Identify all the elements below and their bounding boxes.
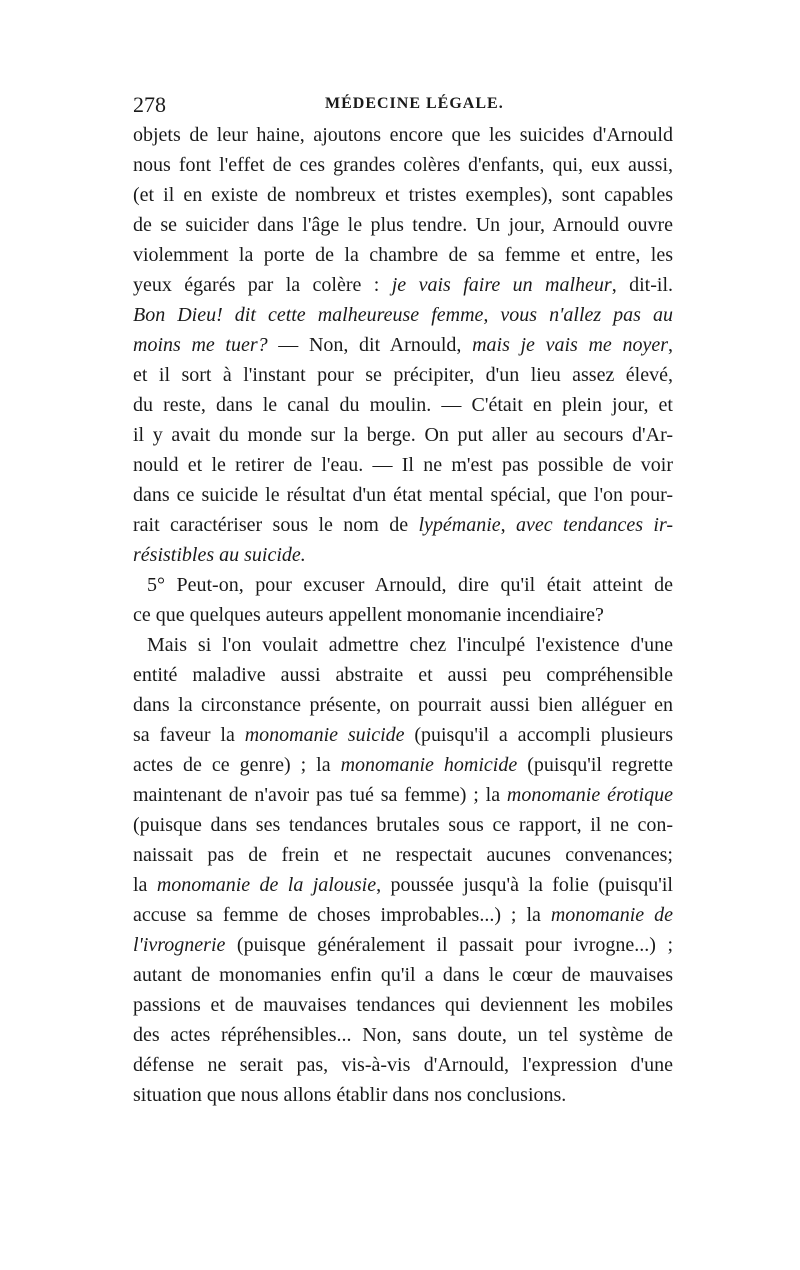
text-segment: passions et de mauvaises tendances qui deviennent les mobiles [133,994,673,1016]
text-line [133,420,673,450]
text-line [133,780,673,810]
text-line [133,480,673,510]
text-segment: accuse sa femme de choses improbables...) ; la [133,904,551,926]
text-segment: Bon Dieu! dit cette malheureuse femme, vous n'allez pas au [133,304,673,326]
text-line [133,570,673,600]
text-line [133,360,673,390]
text-segment: actes de ce genre) ; la [133,754,341,776]
text-segment: rait caractériser sous le nom de [133,514,419,536]
text-segment: maintenant de n'avoir pas tué sa femme) ; la [133,784,507,806]
text-segment: monomanie homicide [340,754,518,776]
text-line [133,240,673,270]
text-line [133,930,673,960]
text-segment: la [133,874,157,896]
text-segment: mais je vais me noyer [472,334,668,356]
text-line [133,330,673,360]
text-line [133,1080,673,1110]
text-segment: dans la circonstance présente, on pourrait aussi bien alléguer en [133,694,673,716]
text-line [133,210,673,240]
text-segment: monomanie de [550,904,673,926]
text-line [133,390,673,420]
text-line [133,810,673,840]
text-segment: il y avait du monde sur la berge. On put aller au secours d'Ar- [133,424,673,446]
text-line [133,180,673,210]
text-segment: sa faveur la [133,724,245,746]
text-segment: résistibles au suicide. [133,544,306,566]
text-segment: , poussée jusqu'à la folie (puisqu'il [376,874,673,896]
text-line [133,600,673,630]
text-segment: Mais si l'on voulait admettre chez l'inculpé l'existence d'une [147,634,673,656]
text-segment: des actes répréhensibles... Non, sans doute, un tel système de [133,1024,673,1046]
text-segment: et il sort à l'instant pour se précipiter, d'un lieu assez élevé, [133,364,673,386]
text-segment: 5° Peut-on, pour excuser Arnould, dire qu'il était atteint de [147,574,673,596]
running-title: MÉDECINE LÉGALE. [325,95,504,112]
text-line [133,660,673,690]
text-segment: défense ne serait pas, vis-à-vis d'Arnould, l'expression d'une [133,1054,673,1076]
text-segment: (puisqu'il regrette [517,754,673,776]
text-segment: — Non, dit Arnould, [267,334,473,356]
text-segment: (puisque dans ses tendances brutales sous ce rapport, il ne con- [133,814,673,836]
text-segment: entité maladive aussi abstraite et aussi peu compréhensible [133,664,673,686]
text-segment: du reste, dans le canal du moulin. — C'était en plein jour, et [133,394,673,416]
text-line [133,690,673,720]
text-segment: nous font l'effet de ces grandes colères d'enfants, qui, eux aussi, [133,154,673,176]
text-segment: avec tendances ir- [516,514,673,536]
text-segment: (puisqu'il a accompli plusieurs [404,724,673,746]
text-line [133,120,673,150]
text-line [133,900,673,930]
body-text [133,120,673,1110]
text-line [133,870,673,900]
text-line [133,720,673,750]
text-line [133,960,673,990]
text-segment: dans ce suicide le résultat d'un état mental spécial, que l'on pour- [133,484,673,506]
text-segment: objets de leur haine, ajoutons encore que les suicides d'Arnould [133,124,673,146]
text-segment: (et il en existe de nombreux et tristes exemples), sont capables [133,184,673,206]
text-line [133,630,673,660]
text-segment: violemment la porte de la chambre de sa femme et entre, les [133,244,673,266]
text-line [133,150,673,180]
text-line [133,990,673,1020]
text-segment: , [668,334,673,356]
text-line [133,450,673,480]
text-segment: lypémanie [418,514,501,536]
text-segment: je vais faire un malheur [391,274,612,296]
text-segment: monomanie suicide [244,724,405,746]
text-segment: naissait pas de frein et ne respectait aucunes convenances; [133,844,673,866]
text-segment: monomanie érotique [506,784,673,806]
text-segment: l'ivrognerie [133,934,226,956]
text-segment: ce que quelques auteurs appellent monomanie incendiaire? [133,604,604,626]
text-segment: , [500,514,517,536]
text-line [133,540,673,570]
text-line [133,270,673,300]
text-segment: monomanie de la jalousie [156,874,377,896]
text-segment: yeux égarés par la colère : [133,274,392,296]
text-segment: , dit-il. [611,274,674,296]
text-line [133,1050,673,1080]
page-number: 278 [133,92,166,117]
text-segment: nould et le retirer de l'eau. — Il ne m'est pas possible de voir [133,454,673,476]
text-segment: de se suicider dans l'âge le plus tendre. Un jour, Arnould ouvre [133,214,673,236]
text-line [133,510,673,540]
text-line [133,750,673,780]
page-header [133,92,673,122]
text-segment: moins me tuer? [133,334,268,356]
text-line [133,840,673,870]
text-segment: situation que nous allons établir dans nos conclusions. [133,1084,567,1106]
text-segment: autant de monomanies enfin qu'il a dans le cœur de mauvaises [133,964,673,986]
text-segment: (puisque généralement il passait pour ivrogne...) ; [225,934,673,956]
text-line [133,300,673,330]
text-line [133,1020,673,1050]
